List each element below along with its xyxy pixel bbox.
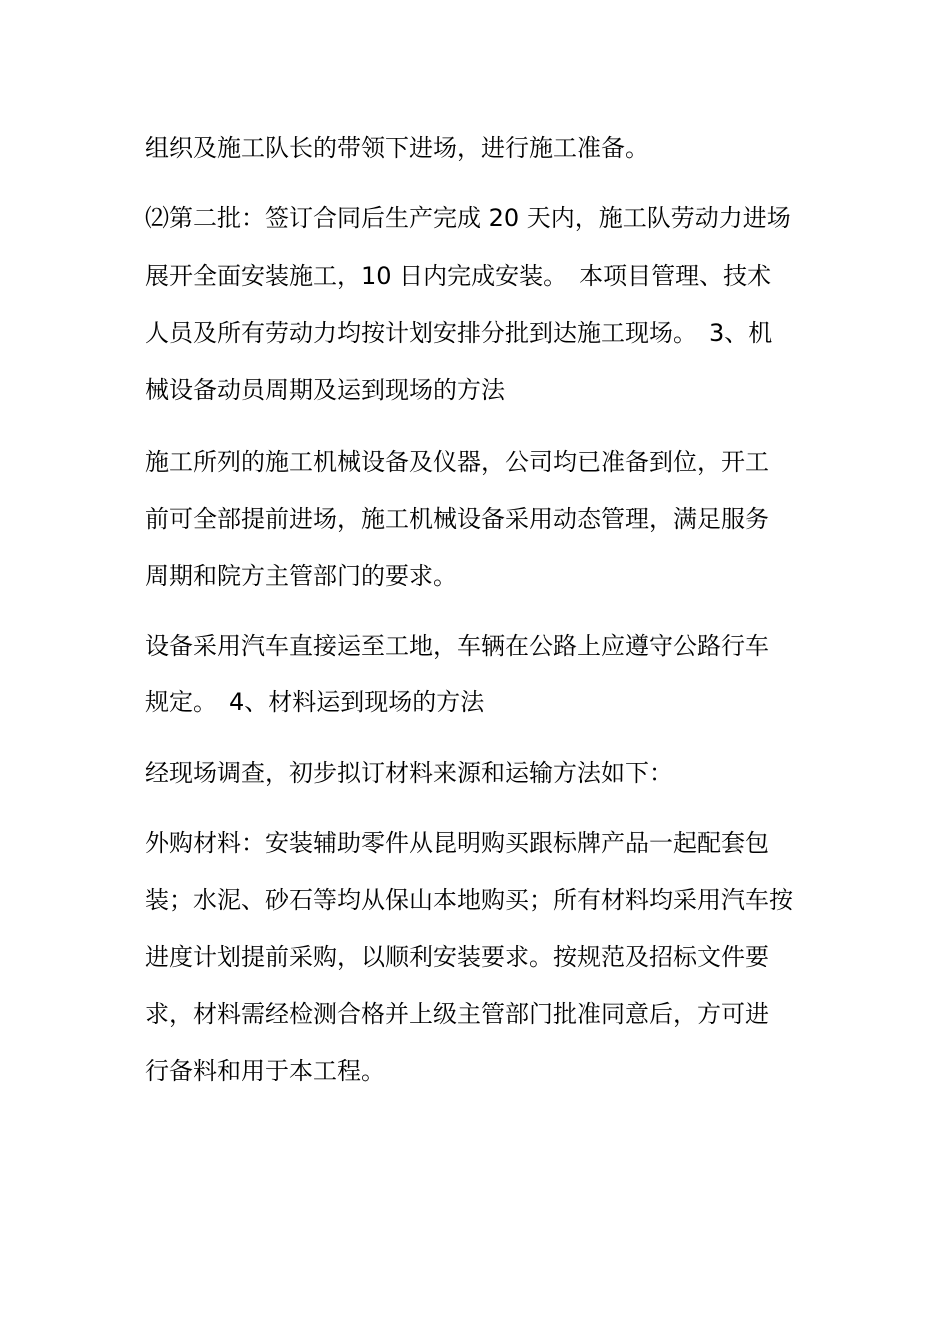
text-line: 进度计划提前采购，以顺利安装要求。按规范及招标文件要 (145, 943, 769, 971)
text-line: 前可全部提前进场，施工机械设备采用动态管理，满足服务 (145, 505, 769, 533)
text-line: 外购材料：安装辅助零件从昆明购买跟标牌产品一起配套包 (145, 829, 769, 857)
text-line: 行备料和用于本工程。 (145, 1057, 385, 1085)
text-line: 规定。 4、材料运到现场的方法 (145, 688, 485, 716)
text-line: 组织及施工队长的带领下进场，进行施工准备。 (145, 134, 649, 162)
text-line: 施工所列的施工机械设备及仪器，公司均已准备到位，开工 (145, 448, 769, 476)
text-line: 械设备动员周期及运到现场的方法 (145, 376, 505, 404)
text-line: 设备采用汽车直接运至工地，车辆在公路上应遵守公路行车 (145, 632, 769, 660)
text-line: 人员及所有劳动力均按计划安排分批到达施工现场。 3、机 (145, 319, 773, 347)
text-line: 经现场调查，初步拟订材料来源和运输方法如下： (145, 759, 673, 787)
text-line: ⑵第二批：签订合同后生产完成 20 天内，施工队劳动力进场 (145, 204, 791, 232)
text-line: 求，材料需经检测合格并上级主管部门批准同意后，方可进 (145, 1000, 769, 1028)
text-line: 展开全面安装施工，10 日内完成安装。 本项目管理、技术 (145, 262, 772, 290)
text-line: 周期和院方主管部门的要求。 (145, 562, 457, 590)
text-line: 装；水泥、砂石等均从保山本地购买；所有材料均采用汽车按 (145, 886, 793, 914)
